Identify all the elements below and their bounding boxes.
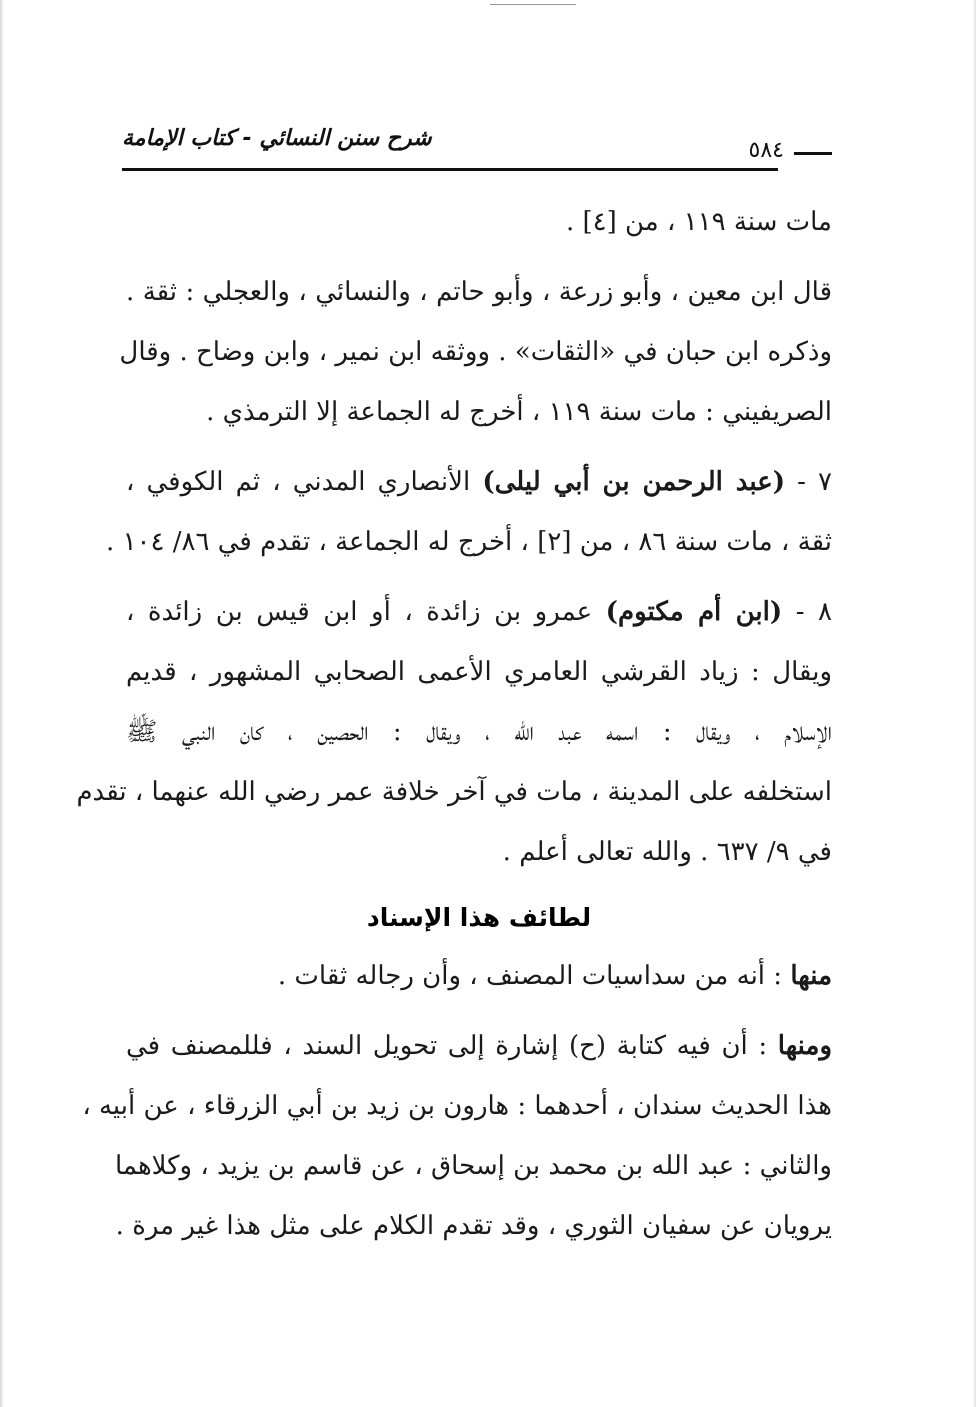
text-line: استخلفه على المدينة ، مات في آخر خلافة عمر رضي الله عنهما ، تقدم (76, 777, 832, 807)
scan-edge-left (0, 0, 4, 1407)
point-two (82, 1016, 832, 1256)
section-heading: لطائف هذا الإسناد (366, 903, 592, 932)
entry-text: الأنصاري المدني ، ثم الكوفي ، (126, 467, 483, 497)
text-line: ثقة ، مات سنة ٨٦ ، من [٢] ، أخرج له الجماعة ، تقدم في ٨٦/ ١٠٤ . (106, 527, 832, 557)
text-line (126, 582, 832, 642)
text-line: وذكره ابن حبان في «الثقات» . ووثقه ابن نمير ، وابن وضاح . وقال (119, 337, 832, 367)
text-line: في ٩/ ٦٣٧ . والله تعالى أعلم . (502, 837, 832, 867)
running-title: شرح سنن النسائي - كتاب الإمامة (122, 126, 432, 151)
entry-number: ٧ - (785, 467, 832, 497)
narrator-name: (ابن أم مكتوم) (605, 597, 783, 627)
point-one (126, 946, 832, 1006)
entry-number: ٨ - (782, 597, 832, 627)
text-line (126, 452, 832, 512)
text-line: والثاني : عبد الله بن محمد بن إسحاق ، عن قاسم بن يزيد ، وكلاهما (114, 1151, 832, 1181)
text-line: ويقال : زياد القرشي العامري الأعمى الصحابي المشهور ، قديم (126, 657, 832, 687)
point-text: : أن فيه كتابة (ح) إشارة إلى تحويل السند ، فللمصنف في (126, 1031, 778, 1061)
narrator-entry-8 (76, 582, 832, 882)
text-line: هذا الحديث سندان ، أحدهما : هارون بن زيد بن أبي الزرقاء ، عن أبيه ، (82, 1091, 832, 1121)
text-line (126, 946, 832, 1006)
text-line: الإسلام ، ويقال : اسمه عبد الله ، ويقال : الحصين ، كان النبي ﷺ (126, 717, 832, 747)
paragraph-death-year (126, 192, 832, 252)
text-line: يرويان عن سفيان الثوري ، وقد تقدم الكلام على مثل هذا غير مرة . (115, 1211, 832, 1241)
narrator-entry-7 (106, 452, 832, 572)
point-text: : أنه من سداسيات المصنف ، وأن رجاله ثقات . (277, 961, 791, 991)
text-line: الصريفيني : مات سنة ١١٩ ، أخرج له الجماعة إلا الترمذي . (206, 397, 832, 427)
text-line (126, 1016, 832, 1076)
point-lead: منها (790, 961, 832, 991)
page-header (122, 124, 832, 174)
page-body (76, 192, 832, 1256)
entry-text: عمرو بن زائدة ، أو ابن قيس بن زائدة ، (126, 597, 606, 627)
point-lead: ومنها (777, 1031, 832, 1061)
text-line: مات سنة ١١٩ ، من [٤] . (565, 207, 832, 237)
header-rule (122, 168, 778, 171)
paragraph-narrator-grading (119, 262, 832, 442)
page-number-dash (794, 152, 832, 155)
top-mark (490, 4, 576, 5)
page-number: ٥٨٤ (748, 138, 784, 163)
narrator-name: (عبد الرحمن بن أبي ليلى) (482, 467, 786, 497)
text-line: قال ابن معين ، وأبو زرعة ، وأبو حاتم ، والنسائي ، والعجلي : ثقة . (126, 277, 832, 307)
